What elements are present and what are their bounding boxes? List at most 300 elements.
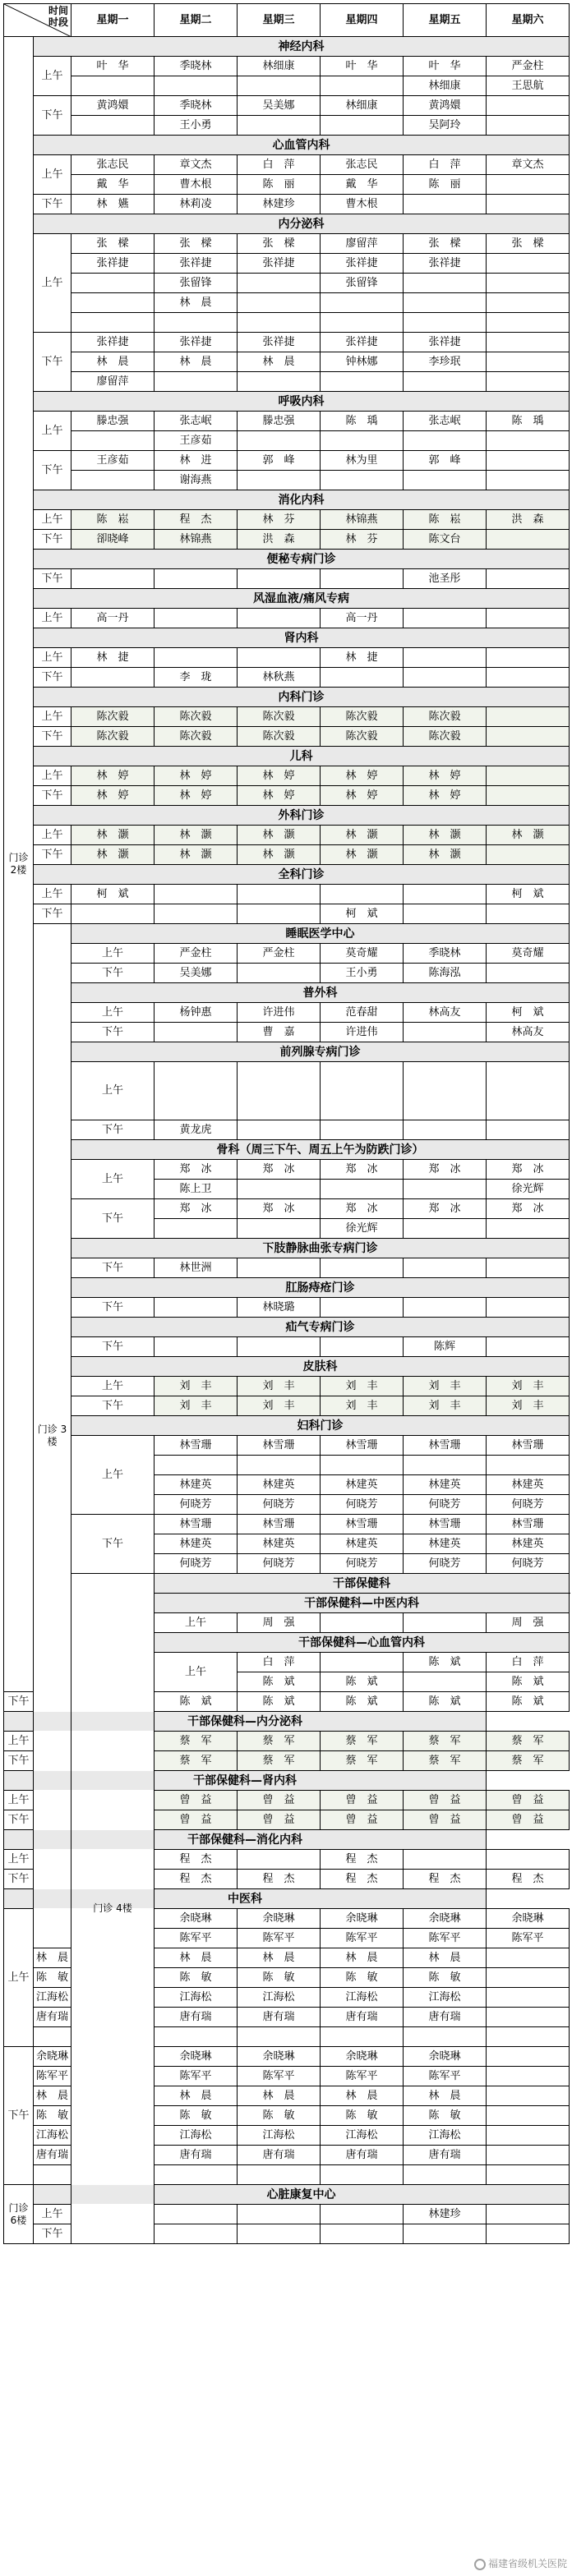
doctor-cell: 林 婷 <box>72 786 155 806</box>
doctor-cell: 林高友 <box>404 1003 487 1023</box>
doctor-cell: 陈 崧 <box>72 510 155 530</box>
doctor-cell <box>404 2027 487 2047</box>
doctor-cell: 柯 斌 <box>72 885 155 904</box>
doctor-cell: 白 萍 <box>238 1653 321 1672</box>
time-period-cell: 上午 <box>72 1062 155 1120</box>
doctor-cell <box>238 1219 321 1239</box>
floor-label: 门诊 6楼 <box>4 2185 34 2244</box>
doctor-cell: 程 杰 <box>155 1850 238 1870</box>
doctor-cell: 江海松 <box>238 1988 321 2008</box>
doctor-cell <box>238 1337 321 1357</box>
section-row <box>4 1318 570 1337</box>
doctor-cell: 郑 冰 <box>155 1199 238 1219</box>
department-title: 干部保健科—内分泌科 <box>4 1712 487 1732</box>
doctor-cell: 唐有瑞 <box>238 2008 321 2027</box>
doctor-cell: 陈军平 <box>487 1929 570 1948</box>
department-title: 干部保健科—肾内科 <box>4 1771 487 1791</box>
doctor-cell: 曾 益 <box>321 1791 404 1810</box>
doctor-cell <box>238 2205 321 2224</box>
doctor-cell: 林建珍 <box>404 2205 487 2224</box>
doctor-cell <box>487 313 570 333</box>
doctor-cell <box>404 1456 487 1475</box>
doctor-cell: 林 灏 <box>72 826 155 845</box>
doctor-cell: 王小勇 <box>321 964 404 983</box>
doctor-cell <box>404 668 487 688</box>
section-row <box>4 1830 570 1850</box>
doctor-cell: 张祥捷 <box>155 254 238 274</box>
doctor-cell: 林 灏 <box>404 845 487 865</box>
doctor-cell <box>34 2165 72 2185</box>
doctor-cell <box>487 1948 570 1968</box>
doctor-cell <box>155 1298 238 1318</box>
time-period-cell: 上午 <box>34 57 72 96</box>
doctor-cell: 严金柱 <box>238 944 321 964</box>
doctor-cell: 蔡 军 <box>155 1751 238 1771</box>
doctor-cell: 陈次毅 <box>321 727 404 747</box>
doctor-cell: 刘 丰 <box>155 1396 238 1416</box>
doctor-cell: 林建英 <box>238 1475 321 1495</box>
time-period-cell: 下午 <box>34 333 72 392</box>
doctor-cell <box>72 313 155 333</box>
doctor-cell <box>34 2027 72 2047</box>
doctor-cell <box>404 195 487 214</box>
doctor-cell <box>72 904 155 924</box>
doctor-cell <box>321 2205 404 2224</box>
doctor-cell <box>321 1337 404 1357</box>
corner-label-period: 时段 <box>48 16 68 28</box>
schedule-row <box>4 530 570 550</box>
doctor-cell <box>487 96 570 116</box>
doctor-cell <box>155 569 238 589</box>
doctor-cell: 季晓林 <box>155 96 238 116</box>
doctor-cell: 蔡 军 <box>321 1751 404 1771</box>
doctor-cell: 林雪珊 <box>155 1515 238 1534</box>
doctor-cell: 何晓芳 <box>155 1495 238 1515</box>
doctor-cell: 陈军平 <box>238 1929 321 1948</box>
doctor-cell: 陈 敏 <box>404 1968 487 1988</box>
schedule-row <box>4 1396 570 1416</box>
doctor-cell: 江海松 <box>238 2126 321 2146</box>
doctor-cell <box>155 2027 238 2047</box>
department-title: 呼吸内科 <box>34 392 570 412</box>
doctor-cell <box>72 116 155 136</box>
doctor-cell: 刘 丰 <box>487 1396 570 1416</box>
doctor-cell: 刘 丰 <box>238 1396 321 1416</box>
doctor-cell: 张祥捷 <box>238 254 321 274</box>
doctor-cell: 蔡 军 <box>404 1751 487 1771</box>
doctor-cell: 余晓琳 <box>321 2047 404 2067</box>
doctor-cell: 曹木根 <box>155 175 238 195</box>
doctor-cell: 余晓琳 <box>404 2047 487 2067</box>
doctor-cell: 戴 华 <box>72 175 155 195</box>
doctor-cell <box>72 76 155 96</box>
schedule-body <box>4 4 570 2244</box>
doctor-cell: 曾 益 <box>404 1810 487 1830</box>
doctor-cell: 陈次毅 <box>72 727 155 747</box>
doctor-cell <box>238 1258 321 1278</box>
doctor-cell: 曾 益 <box>487 1810 570 1830</box>
doctor-cell: 蔡 军 <box>404 1732 487 1751</box>
time-period-cell: 下午 <box>72 1337 155 1357</box>
doctor-cell: 唐有瑞 <box>238 2146 321 2165</box>
time-period-cell: 下午 <box>34 904 72 924</box>
doctor-cell: 郑 冰 <box>487 1160 570 1180</box>
doctor-cell: 林 晨 <box>321 1948 404 1968</box>
doctor-cell <box>321 668 404 688</box>
doctor-cell: 程 杰 <box>155 510 238 530</box>
day-header: 星期二 <box>155 4 238 37</box>
time-period-cell: 下午 <box>34 845 72 865</box>
doctor-cell <box>321 2165 404 2185</box>
doctor-cell: 林 婷 <box>155 766 238 786</box>
doctor-cell: 陈辉 <box>404 1337 487 1357</box>
doctor-cell: 林建英 <box>487 1534 570 1554</box>
doctor-cell <box>404 431 487 451</box>
schedule-row <box>4 510 570 530</box>
doctor-cell <box>155 904 238 924</box>
doctor-cell: 张志民 <box>72 155 155 175</box>
doctor-cell: 余晓琳 <box>34 2047 72 2067</box>
doctor-cell <box>487 786 570 806</box>
doctor-cell: 张祥捷 <box>72 333 155 352</box>
doctor-cell: 林 晨 <box>238 352 321 372</box>
doctor-cell: 陈军平 <box>321 2067 404 2086</box>
doctor-cell: 林世洲 <box>155 1258 238 1278</box>
doctor-cell: 叶 华 <box>72 57 155 76</box>
doctor-cell <box>404 1850 487 1870</box>
doctor-cell: 林雪珊 <box>404 1436 487 1456</box>
time-period-cell: 上午 <box>34 707 72 727</box>
doctor-cell: 江海松 <box>155 2126 238 2146</box>
doctor-cell <box>487 1456 570 1475</box>
doctor-cell: 陈 敏 <box>321 2106 404 2126</box>
doctor-cell: 陈 斌 <box>321 1672 404 1692</box>
doctor-cell <box>321 1062 404 1120</box>
schedule-row <box>4 964 570 983</box>
doctor-cell: 林 嬿 <box>72 195 155 214</box>
doctor-cell <box>72 293 155 313</box>
doctor-cell: 林高友 <box>487 1023 570 1042</box>
doctor-cell <box>404 1613 487 1633</box>
doctor-cell: 陈次毅 <box>155 727 238 747</box>
doctor-cell: 程 杰 <box>238 1870 321 1889</box>
doctor-cell: 唐有瑞 <box>155 2008 238 2027</box>
time-period-cell: 上午 <box>34 885 72 904</box>
doctor-cell: 林细康 <box>404 76 487 96</box>
department-title: 风湿血液/痛风专病 <box>34 589 570 609</box>
doctor-cell: 林雪珊 <box>155 1436 238 1456</box>
doctor-cell <box>72 274 155 293</box>
doctor-cell <box>321 76 404 96</box>
doctor-cell <box>321 1613 404 1633</box>
schedule-row <box>4 412 570 431</box>
doctor-cell: 黄龙虎 <box>155 1120 238 1140</box>
doctor-cell: 刘 丰 <box>404 1377 487 1396</box>
department-title: 干部保健科—中医内科 <box>155 1594 570 1613</box>
doctor-cell <box>72 569 155 589</box>
section-row <box>4 1416 570 1436</box>
doctor-cell <box>487 2047 570 2067</box>
doctor-cell <box>238 76 321 96</box>
doctor-cell: 林锦燕 <box>321 510 404 530</box>
weibo-icon <box>474 2559 486 2570</box>
department-title: 消化内科 <box>34 490 570 510</box>
doctor-cell: 洪 森 <box>238 530 321 550</box>
doctor-cell <box>487 352 570 372</box>
doctor-cell: 刘 丰 <box>321 1396 404 1416</box>
doctor-cell: 郑 冰 <box>238 1199 321 1219</box>
doctor-cell: 林 灏 <box>487 826 570 845</box>
doctor-cell: 张志岷 <box>155 412 238 431</box>
doctor-cell <box>487 1298 570 1318</box>
schedule-row <box>4 944 570 964</box>
department-title: 干部保健科—消化内科 <box>4 1830 487 1850</box>
doctor-cell: 蔡 军 <box>487 1751 570 1771</box>
doctor-cell: 范春甜 <box>321 1003 404 1023</box>
department-title: 便秘专病门诊 <box>34 550 570 569</box>
doctor-cell: 陈军平 <box>321 1929 404 1948</box>
doctor-cell: 林 晨 <box>404 2086 487 2106</box>
section-row <box>4 1889 570 1909</box>
doctor-cell: 张祥捷 <box>404 254 487 274</box>
department-title: 心脏康复中心 <box>34 2185 570 2205</box>
doctor-cell <box>487 1258 570 1278</box>
section-row <box>4 550 570 569</box>
doctor-cell: 程 杰 <box>321 1870 404 1889</box>
time-period-cell: 下午 <box>34 786 72 806</box>
doctor-cell: 何晓芳 <box>487 1554 570 1574</box>
doctor-cell: 陈军平 <box>238 2067 321 2086</box>
doctor-cell <box>404 1219 487 1239</box>
doctor-cell: 张祥捷 <box>404 333 487 352</box>
doctor-cell: 郑 冰 <box>487 1199 570 1219</box>
doctor-cell <box>155 2205 238 2224</box>
doctor-cell: 张留锋 <box>155 274 238 293</box>
doctor-cell: 柯 斌 <box>487 885 570 904</box>
department-title: 心血管内科 <box>34 136 570 155</box>
doctor-cell: 林 灏 <box>238 826 321 845</box>
doctor-cell <box>155 1337 238 1357</box>
doctor-cell: 陈 敏 <box>321 1968 404 1988</box>
doctor-cell <box>321 471 404 490</box>
doctor-cell: 曹 嘉 <box>238 1023 321 1042</box>
time-period-cell: 上午 <box>72 1160 155 1199</box>
doctor-cell: 唐有瑞 <box>155 2146 238 2165</box>
time-period-cell: 下午 <box>34 668 72 688</box>
doctor-cell: 陈次毅 <box>238 727 321 747</box>
doctor-cell: 蔡 军 <box>238 1732 321 1751</box>
doctor-cell <box>155 885 238 904</box>
schedule-row <box>4 451 570 471</box>
doctor-cell: 林 晨 <box>155 1948 238 1968</box>
doctor-cell: 程 杰 <box>487 1870 570 1889</box>
doctor-cell <box>404 274 487 293</box>
doctor-cell: 张祥捷 <box>155 333 238 352</box>
doctor-cell: 程 杰 <box>404 1870 487 1889</box>
doctor-cell <box>487 2027 570 2047</box>
doctor-cell: 林建珍 <box>238 195 321 214</box>
schedule-row <box>4 234 570 254</box>
doctor-cell: 陈 敏 <box>238 1968 321 1988</box>
doctor-cell <box>404 471 487 490</box>
doctor-cell: 张祥捷 <box>72 254 155 274</box>
doctor-cell: 季晓林 <box>155 57 238 76</box>
doctor-cell <box>321 293 404 313</box>
doctor-cell: 陈军平 <box>155 2067 238 2086</box>
time-period-cell: 下午 <box>72 1199 155 1239</box>
time-period-cell: 上午 <box>72 1003 155 1023</box>
doctor-cell <box>487 2224 570 2244</box>
section-row <box>4 865 570 885</box>
time-period-cell: 下午 <box>4 1810 34 1830</box>
doctor-cell: 王思航 <box>487 76 570 96</box>
doctor-cell: 张祥捷 <box>238 333 321 352</box>
doctor-cell: 林 婷 <box>238 766 321 786</box>
doctor-cell: 林细康 <box>321 96 404 116</box>
doctor-cell <box>155 76 238 96</box>
doctor-cell <box>238 609 321 628</box>
doctor-cell <box>487 195 570 214</box>
doctor-cell <box>238 313 321 333</box>
section-row <box>4 1357 570 1377</box>
doctor-cell <box>238 1062 321 1120</box>
doctor-cell: 何晓芳 <box>487 1495 570 1515</box>
schedule-row <box>4 76 570 96</box>
doctor-cell: 池圣彤 <box>404 569 487 589</box>
time-period-cell: 下午 <box>34 2224 72 2244</box>
doctor-cell: 余晓琳 <box>238 1909 321 1929</box>
doctor-cell: 程 杰 <box>321 1850 404 1870</box>
doctor-cell <box>321 1456 404 1475</box>
schedule-row <box>4 116 570 136</box>
doctor-cell <box>487 964 570 983</box>
schedule-row <box>4 609 570 628</box>
doctor-cell: 余晓琳 <box>321 1909 404 1929</box>
day-header: 星期四 <box>321 4 404 37</box>
time-period-cell: 下午 <box>34 96 72 136</box>
schedule-row <box>4 1003 570 1023</box>
schedule-row <box>4 668 570 688</box>
doctor-cell: 张 樑 <box>487 234 570 254</box>
section-row <box>4 589 570 609</box>
doctor-cell: 张志岷 <box>404 412 487 431</box>
doctor-cell: 林建英 <box>238 1534 321 1554</box>
department-title: 干部保健科 <box>155 1574 570 1594</box>
day-header: 星期五 <box>404 4 487 37</box>
schedule-row <box>4 1377 570 1396</box>
department-title: 内科门诊 <box>34 688 570 707</box>
doctor-cell: 江海松 <box>321 1988 404 2008</box>
time-period-corner <box>4 4 72 37</box>
time-period-cell: 上午 <box>72 944 155 964</box>
schedule-row <box>4 372 570 392</box>
doctor-cell: 张 樑 <box>238 234 321 254</box>
time-period-cell: 下午 <box>72 1023 155 1042</box>
schedule-row <box>4 845 570 865</box>
doctor-cell <box>487 431 570 451</box>
doctor-cell <box>155 313 238 333</box>
doctor-cell <box>155 609 238 628</box>
doctor-cell <box>404 648 487 668</box>
doctor-cell <box>404 1062 487 1120</box>
schedule-row <box>4 1062 570 1120</box>
doctor-cell <box>487 2205 570 2224</box>
doctor-cell <box>321 885 404 904</box>
time-period-cell: 上午 <box>34 412 72 451</box>
department-title: 肾内科 <box>34 628 570 648</box>
time-period-cell: 上午 <box>4 1791 34 1810</box>
time-period-cell: 上午 <box>155 1653 238 1692</box>
schedule-row <box>4 1160 570 1180</box>
doctor-cell <box>238 569 321 589</box>
doctor-cell <box>487 1968 570 1988</box>
time-period-cell: 下午 <box>34 530 72 550</box>
doctor-cell <box>155 1062 238 1120</box>
doctor-cell: 陈 斌 <box>404 1653 487 1672</box>
doctor-cell: 唐有瑞 <box>34 2008 72 2027</box>
doctor-cell: 张留锋 <box>321 274 404 293</box>
doctor-cell: 陈 敏 <box>34 1968 72 1988</box>
doctor-cell: 郭 峰 <box>238 451 321 471</box>
section-row <box>4 747 570 766</box>
department-title: 肛肠痔疮门诊 <box>72 1278 570 1298</box>
section-row <box>4 136 570 155</box>
doctor-cell <box>487 293 570 313</box>
doctor-cell <box>238 2224 321 2244</box>
doctor-cell: 江海松 <box>34 2126 72 2146</box>
schedule-row <box>4 1258 570 1278</box>
doctor-cell <box>155 372 238 392</box>
doctor-cell <box>487 1337 570 1357</box>
time-period-cell: 上午 <box>4 1732 34 1751</box>
doctor-cell <box>238 1850 321 1870</box>
schedule-row <box>4 707 570 727</box>
doctor-cell <box>238 471 321 490</box>
schedule-row <box>4 1120 570 1140</box>
doctor-cell <box>155 1456 238 1475</box>
doctor-cell: 吴美娜 <box>238 96 321 116</box>
doctor-cell <box>238 274 321 293</box>
doctor-cell: 王彦茹 <box>155 431 238 451</box>
time-period-cell: 上午 <box>34 155 72 195</box>
doctor-cell <box>155 1023 238 1042</box>
doctor-cell: 林雪珊 <box>238 1436 321 1456</box>
schedule-row <box>4 57 570 76</box>
section-row <box>4 1239 570 1258</box>
doctor-cell: 林 晨 <box>72 352 155 372</box>
section-row <box>4 1140 570 1160</box>
doctor-cell: 黄鸿嬛 <box>404 96 487 116</box>
doctor-cell: 周 强 <box>238 1613 321 1633</box>
department-title: 疝气专病门诊 <box>72 1318 570 1337</box>
department-title: 外科门诊 <box>34 806 570 826</box>
doctor-cell: 余晓琳 <box>404 1909 487 1929</box>
doctor-cell <box>155 2224 238 2244</box>
doctor-cell: 陈次毅 <box>404 707 487 727</box>
doctor-cell: 高一丹 <box>321 609 404 628</box>
time-period-cell: 下午 <box>34 195 72 214</box>
doctor-cell: 唐有瑞 <box>321 2008 404 2027</box>
doctor-cell <box>155 1219 238 1239</box>
doctor-cell: 陈军平 <box>404 1929 487 1948</box>
time-period-cell: 上午 <box>34 2205 72 2224</box>
doctor-cell <box>487 116 570 136</box>
doctor-cell: 余晓琳 <box>155 2047 238 2067</box>
schedule-row <box>4 333 570 352</box>
doctor-cell <box>404 1023 487 1042</box>
doctor-cell: 李 珑 <box>155 668 238 688</box>
doctor-cell: 陈 敏 <box>155 1968 238 1988</box>
